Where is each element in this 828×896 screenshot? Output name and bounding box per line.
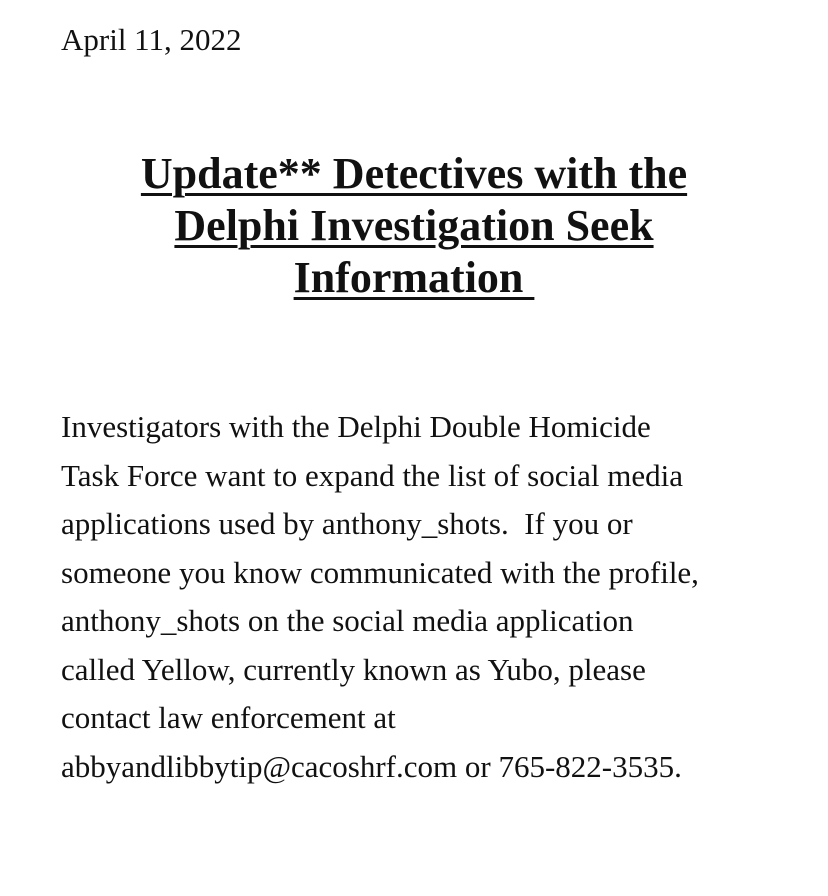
body-line: Task Force want to expand the list of social media [61, 457, 683, 493]
body-line: called Yellow, currently known as Yubo, please [61, 651, 646, 687]
body-line: applications used by anthony_shots. If you or [61, 506, 633, 541]
headline-line: Delphi Investigation Seek [174, 201, 654, 250]
headline-line: Update** Detectives with the [140, 149, 688, 198]
body-line: Investigators with the Delphi Double Homicide [61, 409, 651, 444]
document-date: April 11, 2022 [61, 22, 242, 57]
body-line: someone you know communicated with the profile, [61, 554, 699, 590]
document-body [61, 403, 801, 791]
body-line: abbyandlibbytip@cacoshrf.com or 765-822-3535. [61, 748, 682, 784]
body-line: contact law enforcement at [61, 700, 396, 735]
document-headline [40, 148, 788, 304]
body-line: anthony_shots on the social media application [61, 603, 634, 638]
headline-line: Information [293, 253, 535, 302]
